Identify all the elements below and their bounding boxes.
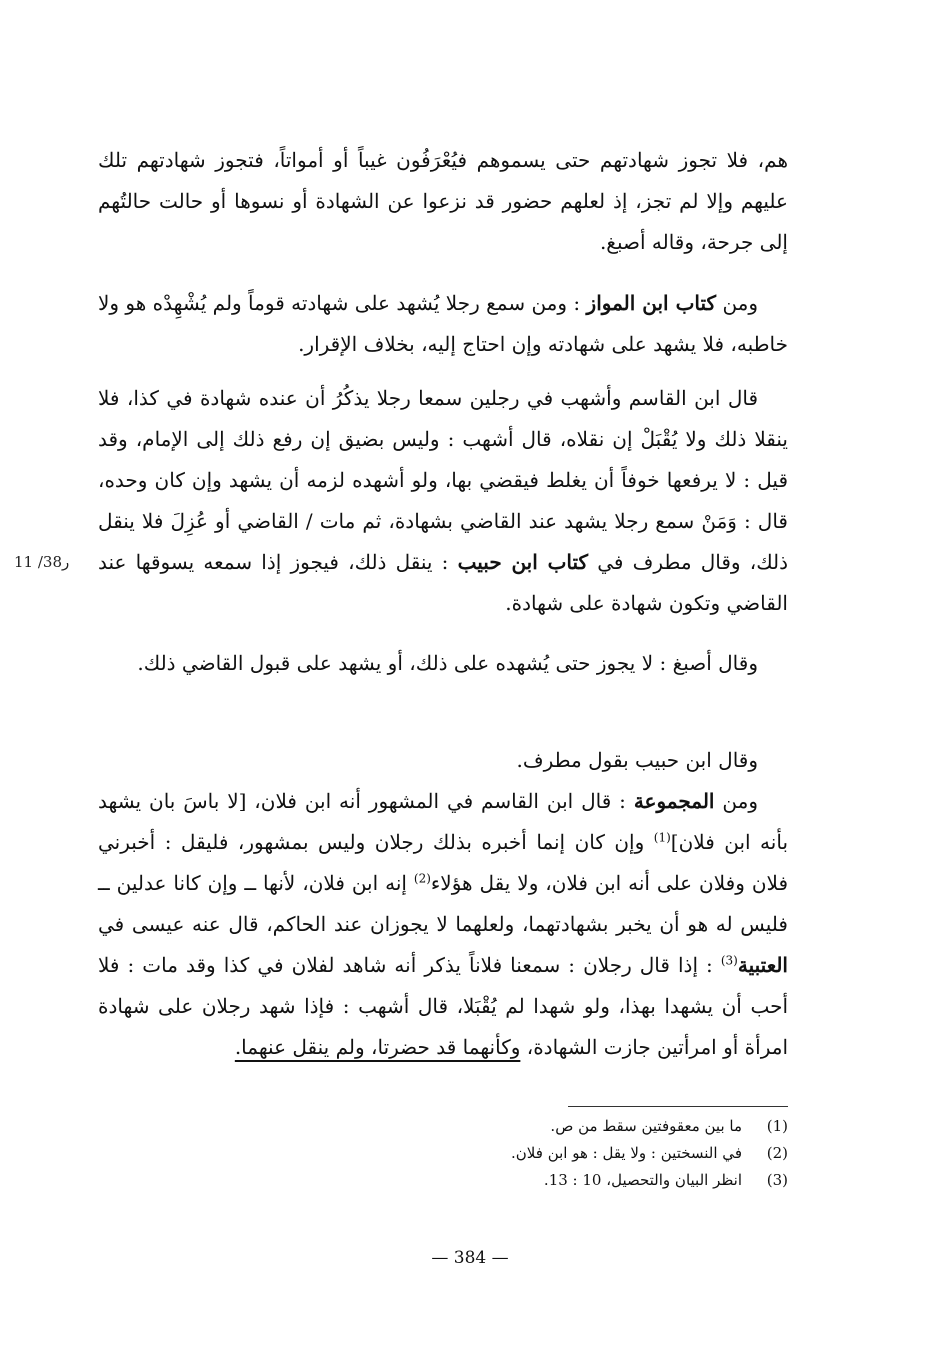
footnote-divider [568,1106,788,1107]
main-text [98,140,788,263]
footnote-ref-1: (1) [653,830,671,845]
main-text-5 [98,740,788,1068]
paragraph-3: قال ابن القاسم وأشهب في رجلين سمعا رجلا يذكُرُ أن عنده شهادة في كذا، فلا ينقلا ذلك ولا يُقْبَلْ إن نقلاه، قال أشهب : وليس بضيق إن رفع ذلك إلى الإمام، وقد قيل : لا يرفعها خوفاً أن يغلط فيقضي بها، ولو أشهده لزمه أن يشهد وإن كان وحده، قال : وَمَنْ سمع رجلا يشهد عند القاضي بشهادة، ثم مات / القاضي أو عُزِلَ فلا ينقل ذلك، وقال مطرف في كتاب ابن حبيب : ينقل ذلك، فيجوز إذا سمعه يسوقها عند القاضي وتكون شهادة على شهادة. [98,386,789,615]
book-title: كتاب ابن حبيب [457,550,589,574]
paragraph-2: ومن كتاب ابن المواز : ومن سمع رجلا يُشهد على شهادته قوماً ولم يُشْهِدْه هو ولا خاطبه، فلا يشهد على شهادته وإن احتاج إليه، بخلاف الإقرار. [98,291,788,356]
footnote-ref-3: (3) [720,953,738,968]
footnotes [300,1113,788,1194]
footnote-text: انظر البيان والتحصيل، 10 : 13. [543,1171,742,1189]
paragraph-6: ومن المجموعة : قال ابن القاسم في المشهور أنه ابن فلان، [لا باسَ بان يشهد بأنه ابن فلان]$^{(1)}$ وإن كان إنما أخبره بذلك رجلان وليس بمشهور، فليقل : أخبرني فلان وفلان على أنه ابن فلان، ولا يقل هؤلاء$^{(2)}$ إنه ابن فلان، لأنها ــ وإن كانا عدلين ــ فليس له هو أن يخبر بشهادتهما، ولعلهما لا يجوزان عند الحاكم، قال عنه عيسى في العتبية$^{(3)}$ : إذا قال رجلان : سمعنا فلاناً يذكر أنه شاهد لفلان في كذا وقد مات : فلا أحب أن يشهدا بهذا، ولو شهدا لم يُقْبَلا، قال أشهب : فإذا شهد رجلان على شهادة امرأة أو امرأتين جازت الشهادة، وكأنهما قد حضرتا، ولم ينقل عنهما. [98,789,789,1059]
book-title: العتبية [737,953,788,977]
footnote-number: (3) [766,1171,788,1189]
footnote-ref-2: (2) [413,871,431,886]
footnote-text: ما بين معقوفتين سقط من ص. [550,1117,742,1135]
footnote [300,1140,788,1167]
footnote-number: (2) [766,1144,788,1162]
book-title: كتاب ابن المواز [586,291,717,315]
paragraph-5: وقال ابن حبيب بقول مطرف. [516,748,758,772]
paragraph-4: وقال أصبغ : لا يجوز حتى يُشهده على ذلك، أو يشهد على قبول القاضي ذلك. [137,651,758,675]
footnote [300,1113,788,1140]
footnote [300,1167,788,1194]
paragraph-1: هم، فلا تجوز شهادتهم حتى يسموهم فيُعْرَفُون غيباً أو أمواتاً، فتجوز شهادتهم تلك عليهم وإلا لم تجز، إذ لعلهم حضور قد نزعوا عن الشهادة أو نسوها أو حالت حالتُهم إلى جرحة، وقاله أصبغ. [98,148,788,254]
main-text-4 [98,643,788,684]
footnote-number: (1) [766,1117,788,1135]
book-title: المجموعة [633,789,715,813]
page-number: — 384 — [431,1248,509,1268]
main-text-2 [98,283,788,365]
footnote-text: في النسختين : ولا يقل : هو ابن فلان. [511,1144,742,1162]
manuscript-folio-reference: ر38/ 11 [14,553,70,571]
underlined-text: وكأنهما قد حضرتا، ولم ينقل عنهما. [234,1035,521,1059]
main-text-3 [98,378,788,624]
